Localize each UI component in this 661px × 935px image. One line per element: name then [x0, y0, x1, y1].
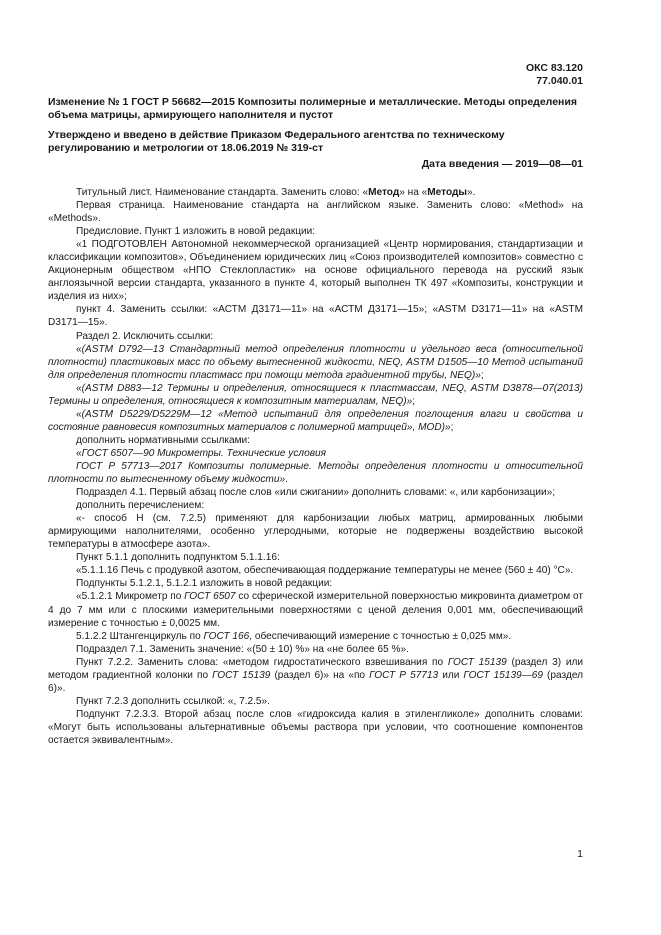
- oks-code-1: ОКС 83.120: [525, 62, 583, 74]
- paragraph: Пункт 5.1.1 дополнить подпунктом 5.1.1.16:: [76, 552, 280, 564]
- paragraph: 5.1.2.2 Штангенциркуль по ГОСТ 166, обеспечивающий измерение с точностью ± 0,025 мм».: [76, 630, 512, 642]
- paragraph: Подраздел 7.1. Заменить значение: «(50 ± 10) %» на «не более 65 %».: [76, 643, 409, 655]
- paragraph: Подраздел 4.1. Первый абзац после слов «или сжигании» дополнить словами: «, или карбонизации»;: [76, 487, 556, 499]
- paragraph: «ГОСТ 6507—90 Микрометры. Технические условия: [76, 447, 326, 459]
- paragraph: Первая страница. Наименование стандарта на английском языке. Заменить слово: «Method» на «Methods».: [48, 200, 583, 225]
- paragraph: Титульный лист. Наименование стандарта. Заменить слово: «Метод» на «Методы».: [76, 187, 476, 198]
- oks-classification: [526, 62, 583, 88]
- paragraph: Предисловие. Пункт 1 изложить в новой редакции:: [76, 226, 316, 238]
- page-number: 1: [577, 848, 583, 860]
- paragraph: «5.1.2.1 Микрометр по ГОСТ 6507 со сферической измерительной поверхностью микровинта диаметром от 4 до 7 мм или с плоскими измерительными поверхностями с ценой деления 0,001 мм, обеспечивающий измерение с точностью ± 0,0025 мм.: [48, 591, 584, 629]
- document-body: [48, 186, 583, 747]
- paragraph: дополнить нормативными ссылками:: [76, 434, 250, 446]
- paragraph: ГОСТ Р 57713—2017 Композиты полимерные. Методы определения плотности и относительной плотности по вытесненному объему жидкости».: [48, 460, 583, 486]
- paragraph: Подпункт 7.2.3.3. Второй абзац после слов «гидроксида калия в этиленгликоле» дополнить словами: «Могут быть использованы альтернативные объемы раствора при условии, что соотношение компонентов остается эквивалентным».: [48, 708, 583, 746]
- paragraph: «(ASTM D883—12 Термины и определения, относящиеся к пластмассам, NEQ, ASTM D3878—07(2013) Термины и определения, относящиеся к композитным материалам, NEQ)»;: [48, 382, 583, 407]
- paragraph: Пункт 7.2.3 дополнить ссылкой: «, 7.2.5».: [76, 695, 270, 707]
- paragraph: Подпункты 5.1.2.1, 5.1.2.1 изложить в новой редакции:: [76, 578, 333, 590]
- approval-statement: Утверждено и введено в действие Приказом Федерального агентства по техническому регулированию и метрологии от 18.06.2019 № 319-ст: [48, 129, 505, 155]
- paragraph: «- способ Н (см. 7.2.5) применяют для карбонизации любых матриц, армированных любыми армирующими наполнителями, особенно углеродными, которые не подвержены воздействию высокой температуры в атмосфере азота».: [48, 513, 583, 551]
- paragraph: «(ASTM D5229/D5229M—12 «Метод испытаний для определения поглощения влаги и свойства и состояние равновесия композитных материалов с полимерной матрицей», MOD)»;: [48, 408, 583, 433]
- paragraph: «5.1.1.16 Печь с продувкой азотом, обеспечивающая поддержание температуры не менее (560 ± 40) °С».: [76, 565, 574, 577]
- paragraph: дополнить перечислением:: [76, 500, 205, 512]
- paragraph: Раздел 2. Исключить ссылки:: [76, 330, 214, 342]
- paragraph: «(ASTM D792—13 Стандартный метод определения плотности и удельного веса (относительной плотности) пластиковых масс по объему вытесненной жидкости, NEQ, ASTM D1505—10 Метод испытаний для определения плотности пластмасс при помощи метода градиентной трубы, NEQ)»;: [48, 343, 583, 381]
- paragraph: Пункт 7.2.2. Заменить слова: «методом гидростатического взвешивания по ГОСТ 15139 (раздел 3) или методом градиентной колонки по ГОСТ 15139 (раздел 6)» на «по ГОСТ Р 57713 или ГОСТ 15139—69 (раздел 6)».: [48, 656, 584, 694]
- oks-code-2: 77.040.01: [536, 75, 583, 87]
- effective-date: Дата введения — 2019—08—01: [421, 158, 583, 170]
- paragraph: «1 ПОДГОТОВЛЕН Автономной некоммерческой организацией «Центр нормирования, стандартизации и классификации композитов», Объединением юридических лиц «Союз производителей композитов» совместно с Акционерным обществом «НПО Стеклопластик» на основе официального перевода на русский язык англоязычной версии стандарта, указанного в пункте 4, который выполнен ТК 497 «Композиты, конструкции и изделия из них»;: [48, 239, 583, 303]
- paragraph: пункт 4. Заменить ссылки: «АСТМ Д3171—11» на «АСТМ Д3171—15»; «ASTM D3171—11» на «ASTM D3171—15».: [48, 304, 583, 329]
- amendment-title: Изменение № 1 ГОСТ Р 56682—2015 Композиты полимерные и металлические. Методы определения объема матрицы, армирующего наполнителя и пустот: [48, 96, 577, 122]
